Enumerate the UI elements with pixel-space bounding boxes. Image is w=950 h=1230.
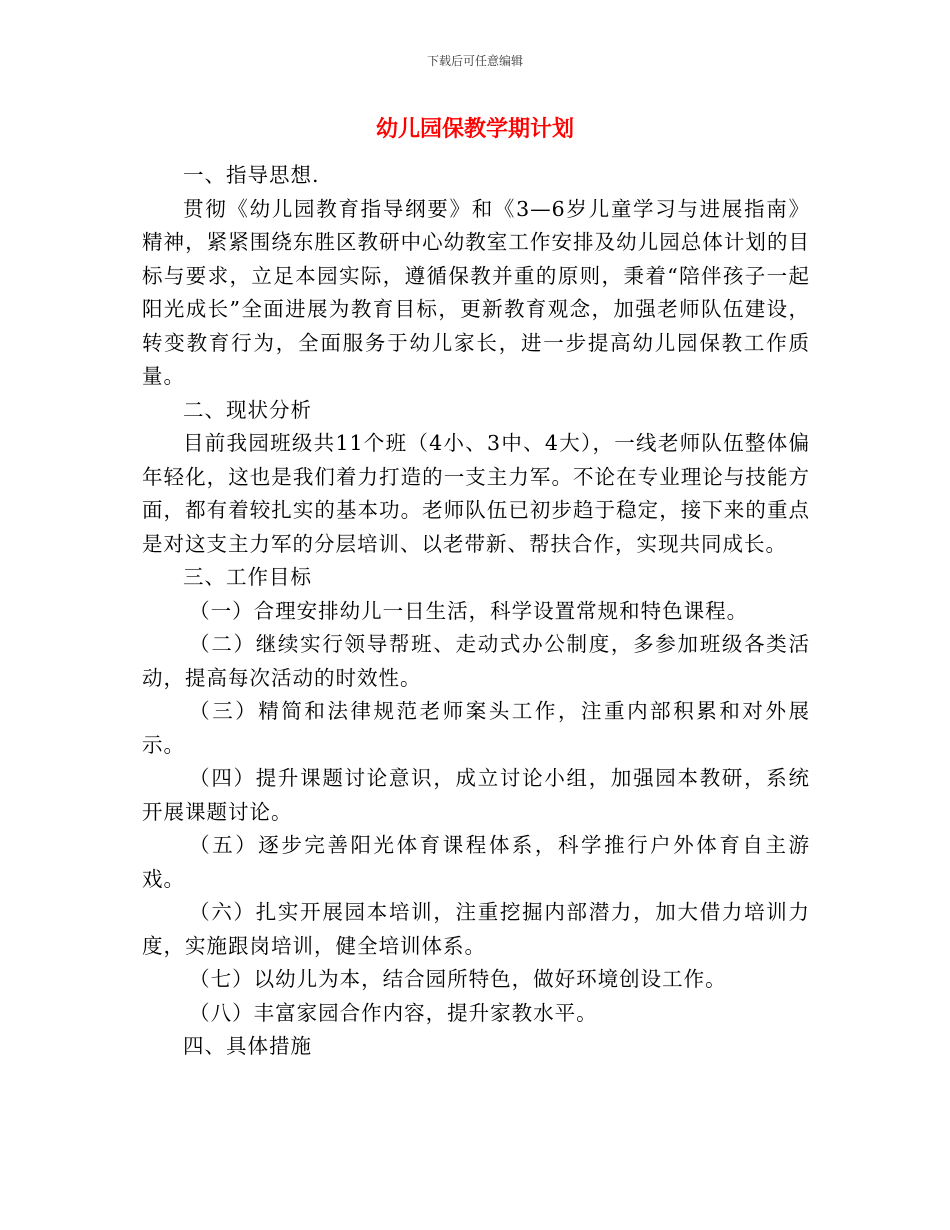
goal-item-4: （四）提升课题讨论意识，成立讨论小组，加强园本教研，系统开展课题讨论。 — [142, 766, 810, 824]
paragraph-status-analysis: 目前我园班级共11个班（4小、3中、4大），一线老师队伍整体偏年轻化，这也是我们着力打造的一支主力军。不论在专业理论与技能方面，都有着较扎实的基本功。老师队伍已初步趋于稳定，接下来的重点是对这支主力军的分层培训、以老带新、帮扶合作，实现共同成长。 — [142, 431, 810, 556]
goal-item-2: （二）继续实行领导帮班、走动式办公制度，多参加班级各类活动，提高每次活动的时效性。 — [142, 632, 810, 690]
goal-item-7: （七）以幼儿为本，结合园所特色，做好环境创设工作。 — [189, 967, 727, 991]
paragraph-guiding-ideology: 贯彻《幼儿园教育指导纲要》和《3—6岁儿童学习与进展指南》精神，紧紧围绕东胜区教研中心幼教室工作安排及幼儿园总体计划的目标与要求，立足本园实际，遵循保教并重的原则，秉着“陪伴孩子一起阳光成长”全面进展为教育目标，更新教育观念，加强老师队伍建设，转变教育行为，全面服务于幼儿家长，进一步提高幼儿园保教工作质量。 — [142, 196, 810, 388]
section-heading-specific-measures: 四、具体措施 — [183, 1034, 312, 1058]
page-header-note: 下载后可任意编辑 — [426, 54, 523, 68]
goal-item-3: （三）精简和法律规范老师案头工作，注重内部积累和对外展示。 — [142, 699, 810, 757]
goal-item-6: （六）扎实开展园本培训，注重挖掘内部潜力，加大借力培训力度，实施跟岗培训，健全培训体系。 — [142, 900, 810, 958]
document-title: 幼儿园保教学期计划 — [375, 116, 574, 142]
section-heading-status-analysis: 二、现状分析 — [183, 397, 312, 422]
section-heading-guiding-ideology: 一、指导思想. — [183, 163, 320, 187]
goal-item-8: （八）丰富家园合作内容，提升家教水平。 — [189, 1000, 598, 1025]
document-body — [142, 159, 810, 1064]
goal-item-5: （五）逐步完善阳光体育课程体系，科学推行户外体育自主游戏。 — [142, 833, 810, 891]
section-heading-work-goals: 三、工作目标 — [183, 565, 312, 589]
goal-item-1: （一）合理安排幼儿一日生活，科学设置常规和特色课程。 — [189, 598, 749, 623]
